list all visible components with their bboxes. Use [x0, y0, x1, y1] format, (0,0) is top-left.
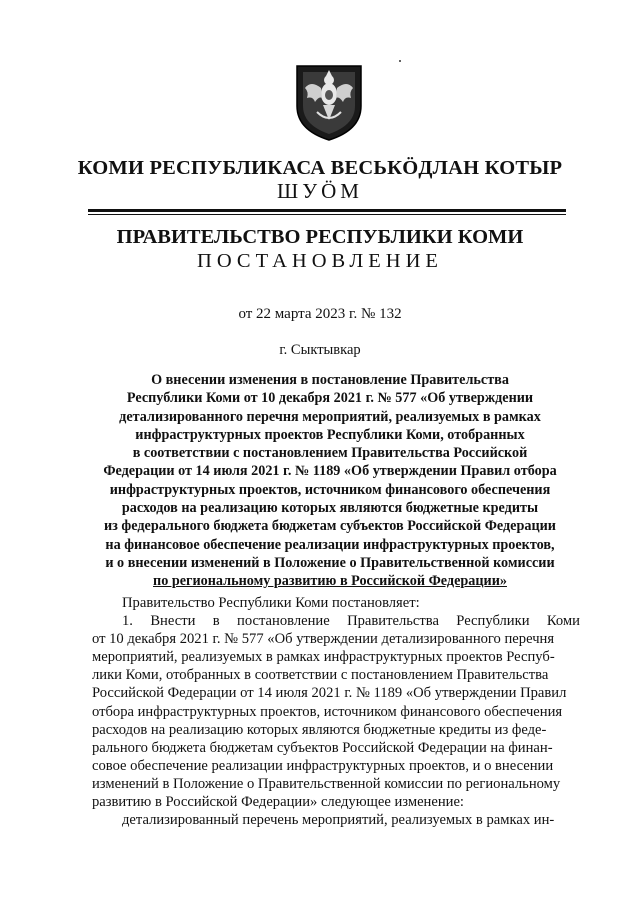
- heading-ru-resolution: ПОСТАНОВЛЕНИЕ: [197, 250, 443, 272]
- body-word: Правительства: [347, 613, 439, 630]
- body-word: Республики: [456, 613, 530, 630]
- title-line: О внесении изменения в постановление Правительства: [151, 372, 509, 388]
- title-line: инфраструктурных проектов Республики Коми, отобранных: [135, 426, 525, 443]
- body-line: мероприятий, реализуемых в рамках инфраструктурных проектов Респуб-: [92, 649, 555, 666]
- heading-komi-government: КОМИ РЕСПУБЛИКАСА ВЕСЬКÖДЛАН КОТЫР: [77, 157, 563, 179]
- body-line: изменений в Положение о Правительственной комиссии по региональному: [92, 775, 561, 792]
- body-line: совое обеспечение реализации инфраструктурных проектов, и о внесении: [92, 757, 554, 774]
- title-line: инфраструктурных проектов, источником финансового обеспечения: [109, 481, 551, 498]
- header-divider-thin: [88, 214, 566, 215]
- title-line: на финансовое обеспечение реализации инфраструктурных проектов,: [105, 536, 555, 553]
- body-line: лики Коми, отобранных в соответствии с постановлением Правительства: [92, 667, 549, 684]
- title-line-underlined: по региональному развитию в Российской Федерации»: [153, 573, 507, 590]
- title-line: Республики Коми от 10 декабря 2021 г. № 577 «Об утверждении: [126, 390, 534, 407]
- body-intro: Правительство Республики Коми постановляет:: [122, 595, 420, 611]
- body-word: Коми: [546, 613, 580, 630]
- body-word: постановление: [237, 613, 330, 630]
- heading-ru-government: ПРАВИТЕЛЬСТВО РЕСПУБЛИКИ КОМИ: [116, 226, 524, 248]
- document-title: [70, 371, 590, 591]
- body-line: отбора инфраструктурных проектов, источником финансового обеспечения: [92, 703, 563, 720]
- document-city: г. Сыктывкар: [279, 342, 361, 358]
- title-line: в соответствии с постановлением Правительства Российской: [132, 445, 528, 462]
- title-line: Федерации от 14 июля 2021 г. № 1189 «Об утверждении Правил отбора: [103, 463, 557, 480]
- body-line: расходов на реализацию которых являются бюджетные кредиты из феде-: [92, 721, 547, 738]
- body-word: Внести: [150, 613, 196, 630]
- body-line: развитию в Российской Федерации» следующее изменение:: [92, 794, 464, 811]
- komi-coat-of-arms-icon: [293, 62, 365, 142]
- body-line: Российской Федерации от 14 июля 2021 г. № 1189 «Об утверждении Правил: [92, 685, 567, 702]
- body-paragraph-1-first-line: [92, 612, 580, 630]
- body-word: в: [212, 613, 220, 630]
- body-line: от 10 декабря 2021 г. № 577 «Об утверждении детализированного перечня: [92, 631, 555, 648]
- document-date-number: от 22 марта 2023 г. № 132: [238, 306, 402, 322]
- title-line: и о внесении изменений в Положение о Правительственной комиссии: [105, 554, 555, 571]
- header-divider-thick: [88, 209, 566, 212]
- title-line: [70, 572, 590, 590]
- title-line: детализированного перечня мероприятий, реализуемых в рамках: [119, 408, 541, 425]
- title-line: из федерального бюджета бюджетам субъектов Российской Федерации: [104, 518, 556, 535]
- title-line: расходов на реализацию которых являются бюджетные кредиты: [121, 500, 539, 517]
- body-line: детализированный перечень мероприятий, реализуемых в рамках ин-: [122, 812, 555, 829]
- heading-komi-resolution: ШУÖМ: [277, 179, 363, 203]
- body-word: 1.: [122, 613, 133, 630]
- document-body: [92, 594, 580, 829]
- body-line: рального бюджета бюджетам субъектов Российской Федерации на финан-: [92, 739, 553, 756]
- scan-speck: [399, 60, 401, 62]
